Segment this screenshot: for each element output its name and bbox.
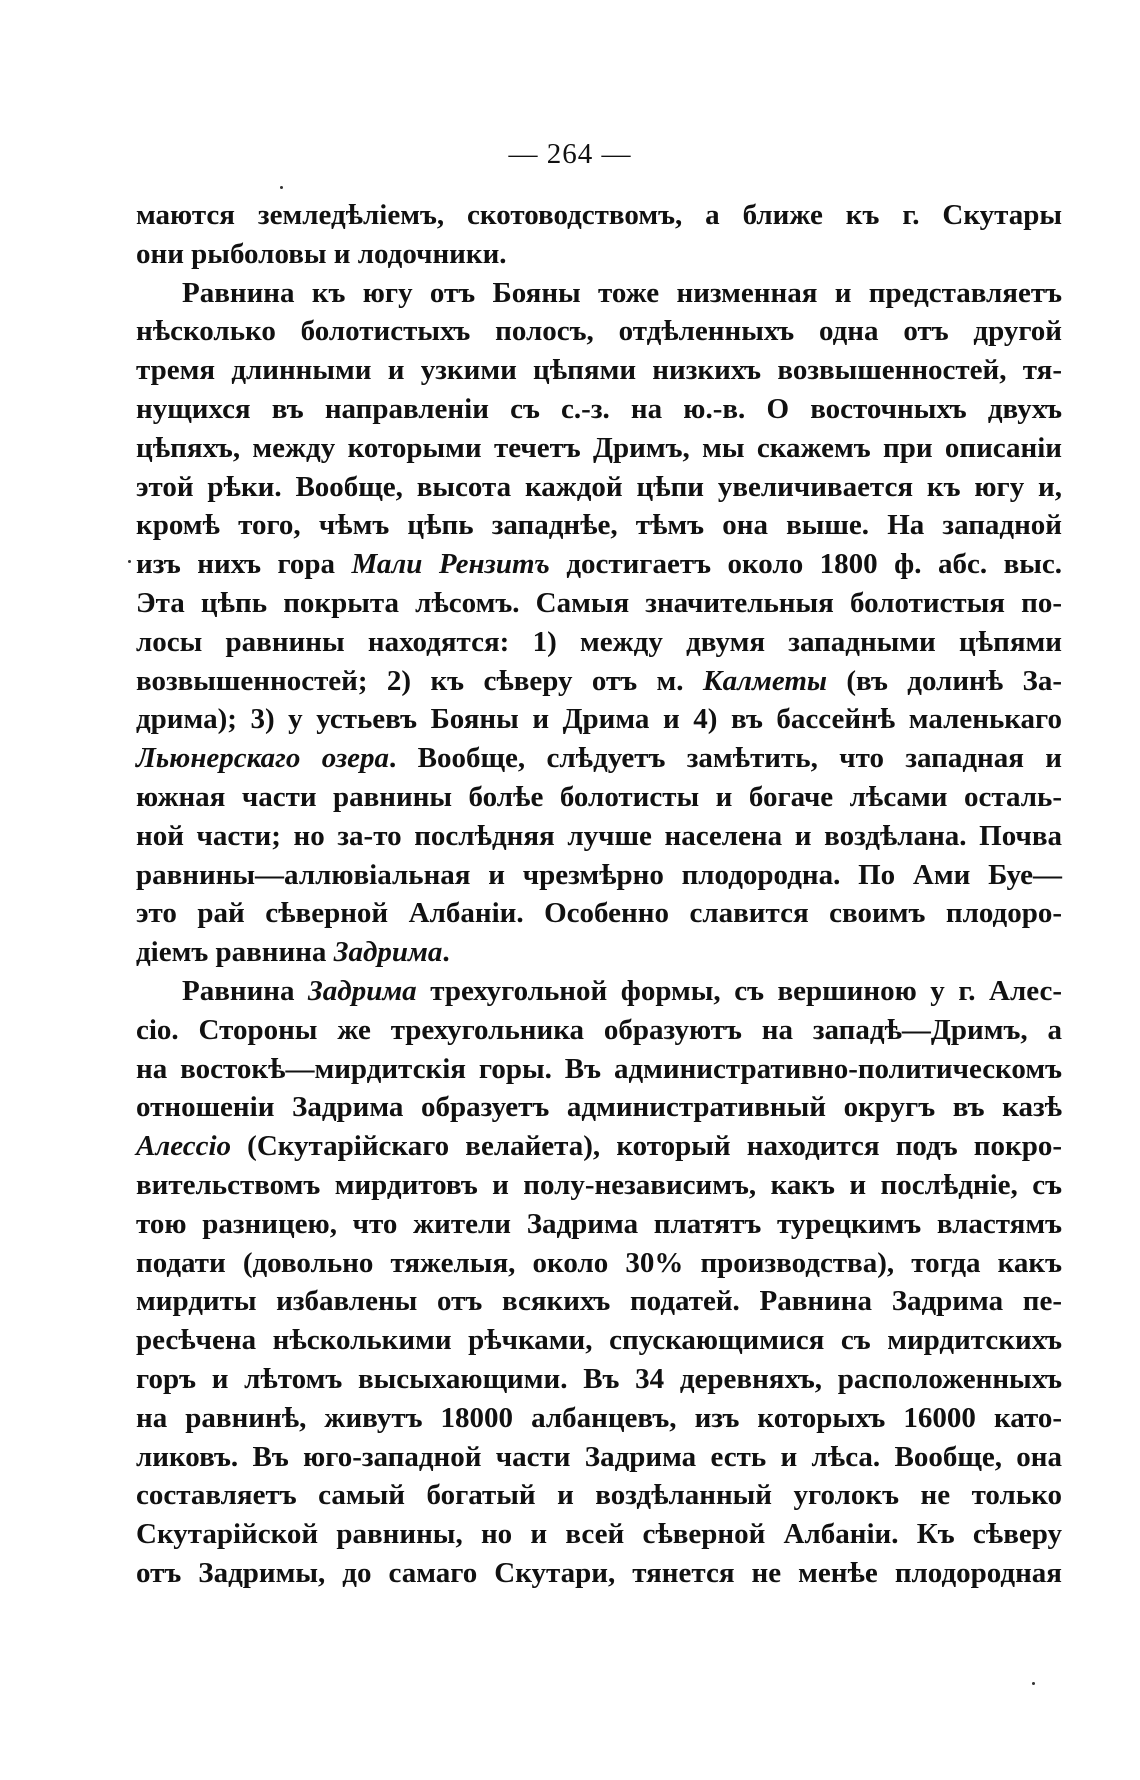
text-segment: составляетъ самый богатый и воздѣланный уголокъ не только	[136, 1479, 1062, 1512]
text-line	[136, 312, 1062, 351]
text-segment: южная части равнины болѣе болотисты и богаче лѣсами осталь-	[136, 780, 1062, 813]
text-line	[136, 468, 1062, 507]
italic-text: Задрима	[333, 936, 443, 969]
italic-text: Задрима	[308, 974, 417, 1007]
text-line	[136, 351, 1062, 390]
text-segment: на востокѣ—мирдитскія горы. Въ административно-политическомъ	[136, 1052, 1062, 1085]
text-segment: это рай сѣверной Албаніи. Особенно славится своимъ плодоро-	[136, 897, 1062, 930]
text-segment: мирдиты избавлены отъ всякихъ податей. Равнина Задрима пе-	[136, 1285, 1062, 1318]
text-segment: трехугольной формы, съ вершиною у г. Алес-	[416, 974, 1062, 1007]
text-line	[136, 1282, 1062, 1321]
text-segment: лосы равнины находятся: 1) между двумя западными цѣпями	[136, 625, 1062, 658]
text-segment: дрима); 3) у устьевъ Бояны и Дрима и 4) въ бассейнѣ маленькаго	[136, 703, 1062, 736]
text-segment: .	[442, 936, 450, 969]
text-line	[136, 1011, 1062, 1050]
text-line	[136, 196, 1062, 235]
text-segment: Эта цѣпь покрыта лѣсомъ. Самыя значительныя болотистыя по-	[136, 586, 1062, 619]
text-line	[136, 972, 1062, 1011]
text-line	[136, 1127, 1062, 1166]
page-number: — 264 —	[508, 138, 632, 170]
text-line	[136, 1399, 1062, 1438]
print-speck	[1032, 1682, 1035, 1685]
text-line	[136, 856, 1062, 895]
text-segment: ликовъ. Въ юго-западной части Задрима есть и лѣса. Вообще, она	[136, 1440, 1062, 1473]
text-line	[136, 1515, 1062, 1554]
italic-text: Калметы	[702, 664, 828, 697]
text-segment: нѣсколько болотистыхъ полосъ, отдѣленныхъ одна отъ другой	[136, 315, 1062, 348]
text-segment: подати (довольно тяжелыя, около 30% производства), тогда какъ	[136, 1246, 1062, 1279]
print-speck	[280, 186, 283, 189]
print-speck	[128, 560, 131, 563]
text-segment: кромѣ того, чѣмъ цѣпь западнѣе, тѣмъ она выше. На западной	[136, 509, 1062, 542]
text-segment: (въ долинѣ За-	[827, 664, 1062, 697]
text-line	[136, 1088, 1062, 1127]
text-line	[136, 817, 1062, 856]
text-line	[136, 1554, 1062, 1593]
text-segment: вительствомъ мирдитовъ и полу-независимъ, какъ и послѣдніе, съ	[136, 1168, 1062, 1201]
text-segment: маются земледѣліемъ, скотоводствомъ, а ближе къ г. Скутары	[136, 199, 1062, 231]
text-segment: этой рѣки. Вообще, высота каждой цѣпи увеличивается къ югу и,	[136, 470, 1062, 503]
text-line	[136, 1321, 1062, 1360]
body-text	[136, 196, 1062, 1593]
text-line	[136, 1438, 1062, 1477]
text-line	[136, 1205, 1062, 1244]
text-line	[136, 662, 1062, 701]
text-segment: Равнина	[182, 974, 309, 1007]
text-segment: Скутарійской равнины, но и всей сѣверной Албаніи. Къ сѣверу	[136, 1518, 1062, 1551]
text-line	[136, 390, 1062, 429]
text-line	[136, 274, 1062, 313]
text-line	[136, 506, 1062, 545]
text-line	[136, 1166, 1062, 1205]
text-segment: возвышенностей; 2) къ сѣверу отъ м.	[136, 664, 703, 697]
text-line	[136, 1244, 1062, 1283]
text-line	[136, 739, 1062, 778]
text-segment: (Скутарійскаго велайета), который находится подъ покро-	[231, 1130, 1062, 1163]
text-segment: діемъ равнина	[136, 936, 334, 969]
text-segment: изъ нихъ гора	[136, 548, 352, 581]
text-line	[136, 545, 1062, 584]
text-segment: на равнинѣ, живутъ 18000 албанцевъ, изъ которыхъ 16000 като-	[136, 1401, 1062, 1434]
text-line	[136, 235, 1062, 274]
text-segment: Равнина къ югу отъ Бояны тоже низменная и представляетъ	[182, 276, 1062, 309]
text-segment: . Вообще, слѣдуетъ замѣтить, что западная и	[389, 742, 1062, 775]
text-line	[136, 700, 1062, 739]
text-segment: отношеніи Задрима образуетъ административный округъ въ казѣ	[136, 1091, 1062, 1124]
text-line	[136, 429, 1062, 468]
text-segment: нущихся въ направленіи съ с.-з. на ю.-в. О восточныхъ двухъ	[136, 392, 1062, 425]
italic-text: Льюнерскаго озера	[136, 742, 390, 775]
text-segment: равнины—аллювіальная и чрезмѣрно плодородна. По Ами Буе—	[136, 858, 1062, 891]
text-segment: отъ Задримы, до самаго Скутари, тянется не менѣе плодородная	[136, 1556, 1062, 1589]
italic-text: Мали Рензитъ	[351, 548, 550, 581]
text-line	[136, 1360, 1062, 1399]
text-line	[136, 1476, 1062, 1515]
text-line	[136, 623, 1062, 662]
text-line	[136, 933, 1062, 972]
text-line	[136, 584, 1062, 623]
text-line	[136, 894, 1062, 933]
text-segment: ной части; но за-то послѣдняя лучше населена и воздѣлана. Почва	[136, 819, 1062, 852]
text-line	[136, 1050, 1062, 1089]
text-segment: сіо. Стороны же трехугольника образуютъ на западѣ—Дримъ, а	[136, 1013, 1062, 1046]
text-segment: горъ и лѣтомъ высыхающими. Въ 34 деревняхъ, расположенныхъ	[136, 1362, 1062, 1395]
text-segment: достигаетъ около 1800 ф. абс. выс.	[549, 548, 1062, 581]
text-segment: ресѣчена нѣсколькими рѣчками, спускающимися съ мирдитскихъ	[136, 1324, 1062, 1357]
text-segment: они рыболовы и лодочники.	[136, 237, 507, 270]
text-segment: цѣпяхъ, между которыми течетъ Дримъ, мы скажемъ при описаніи	[136, 431, 1062, 464]
text-segment: тою разницею, что жители Задрима платятъ турецкимъ властямъ	[136, 1207, 1062, 1240]
italic-text: Алессіо	[136, 1130, 232, 1163]
text-line	[136, 778, 1062, 817]
text-segment: тремя длинными и узкими цѣпями низкихъ возвышенностей, тя-	[136, 354, 1062, 387]
